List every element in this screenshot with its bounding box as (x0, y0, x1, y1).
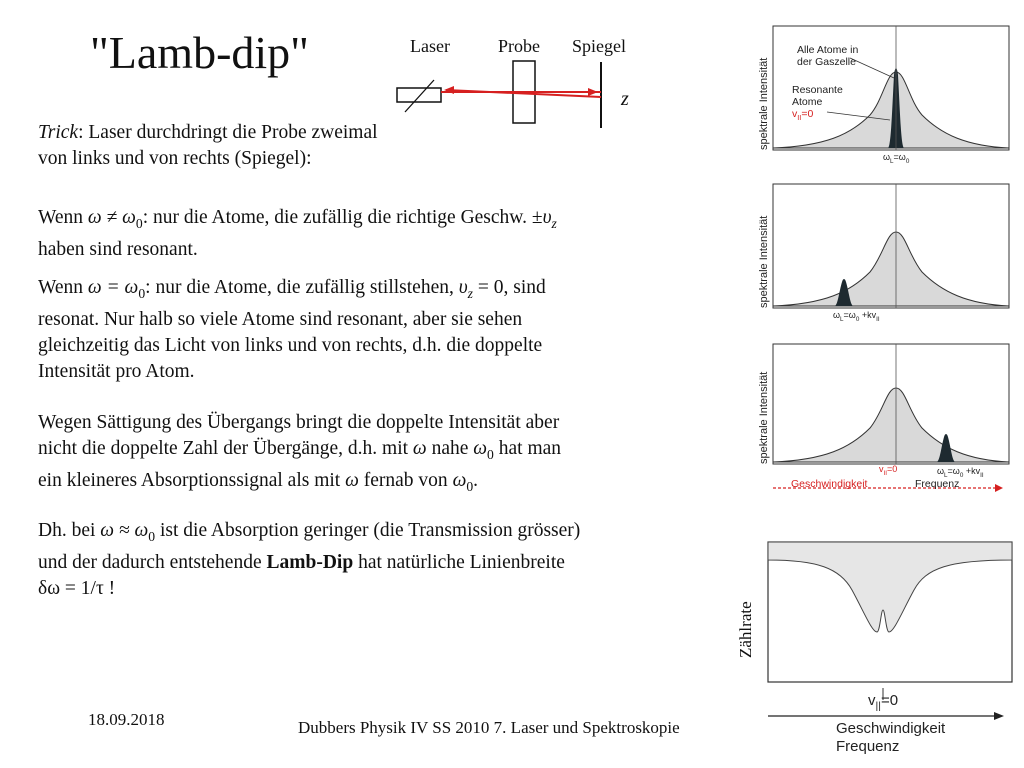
p3-a: Wenn (38, 277, 88, 298)
panel1-label-resonant: Resonante (792, 84, 843, 96)
paragraph-saturation (38, 410, 688, 500)
panel1-ylabel: spektrale Intensität (758, 57, 770, 150)
p2-line2: haben sind resonant. (38, 238, 198, 260)
p5-l2a: und der dadurch entstehende (38, 551, 267, 573)
panel-lamb-dip (732, 540, 1022, 765)
panel1-label-all: Alle Atome in (797, 44, 859, 56)
mirror-label: Spiegel (572, 36, 626, 56)
panel3-axis-velocity: Geschwindigkeit (791, 478, 868, 490)
panel1-label-v0: $v_{II}=0$ (792, 108, 814, 123)
slide-title: "Lamb-dip" (90, 27, 309, 78)
panel4-axis-velocity: Geschwindigkeit (836, 720, 946, 737)
panel2-ylabel: spektrale Intensität (758, 215, 770, 308)
p4-l3-sub: 0 (466, 478, 474, 494)
p5-line3: δω = 1/τ ! (38, 577, 116, 599)
p3-line4: Intensität pro Atom. (38, 360, 195, 382)
panel4-absorption-curve (768, 542, 1012, 632)
panel1-label-cell: der Gaszelle (797, 56, 856, 68)
panel1-label-atoms: Atome (792, 96, 823, 108)
p2-b: : nur die Atome, die zufällig die richtige Geschw. ± (142, 207, 543, 228)
p4-l2b: nahe (426, 438, 474, 459)
p5-l2-bold: Lamb-Dip (266, 551, 354, 573)
trick-em: Trick (38, 122, 79, 143)
p4-l3b: fernab von (358, 469, 453, 491)
p3-c: = 0, sind (472, 277, 546, 298)
p2-a: Wenn (38, 207, 88, 228)
p4-l2c: hat man (493, 438, 562, 459)
laser-slash (405, 80, 434, 112)
p4-l3-omega: ω (345, 469, 359, 491)
panel2-doppler-curve (773, 232, 1009, 306)
p2-sub: 0 (135, 215, 143, 231)
probe-label: Probe (498, 36, 540, 56)
panel3-vlabel: $v_{II}=0$ (879, 464, 898, 477)
z-axis-label: z (621, 88, 629, 110)
laser-box (397, 88, 441, 102)
p3-sub: 0 (138, 285, 146, 301)
p5-l1-sub: 0 (148, 528, 156, 544)
panel-resonant-center (755, 20, 1015, 170)
p3-line2: resonat. Nur halb so viele Atome sind resonant, aber sie sehen (38, 308, 523, 330)
p3-line3: gleichzeitig das Licht von links und von rechts, d.h. die doppelte (38, 334, 543, 356)
p4-l3a: ein kleineres Absorptionssignal als mit (38, 469, 346, 491)
panel3-doppler-curve (773, 388, 1009, 462)
p3-omega: ω = ω (87, 277, 139, 298)
p3-vsub: z (467, 285, 473, 301)
p2-vsub: z (551, 215, 557, 231)
p2-omega: ω ≠ ω (87, 207, 136, 228)
p5-l1b: ist die Absorption geringer (die Transmission grösser) (155, 520, 581, 541)
panel3-axis-frequency: Frequenz (915, 478, 960, 490)
paragraph-trick (38, 120, 688, 172)
p5-l1a: Dh. bei (38, 520, 101, 541)
trick-text: : Laser durchdringt die Probe zweimal (78, 122, 378, 143)
p4-l2-omega0: ω (473, 438, 488, 459)
panel3-ylabel: spektrale Intensität (758, 371, 770, 464)
p4-l3c: . (473, 469, 479, 491)
panel-shift-right (755, 340, 1015, 500)
panel-shift-left (755, 180, 1015, 325)
panel2-xlabel: $\omega_L=\omega_0 +kv_{II}$ (833, 310, 880, 323)
p5-l2b: hat natürliche Linienbreite (353, 551, 565, 573)
paragraph-resonant (38, 275, 688, 385)
trick-line2: von links und von rechts (Spiegel): (38, 148, 312, 169)
footer-source: Dubbers Physik IV SS 2010 7. Laser und Spektroskopie (298, 718, 680, 737)
paragraph-lamb-dip (38, 518, 688, 602)
laser-label: Laser (410, 36, 450, 56)
p4-l3-omega0: ω (452, 469, 467, 491)
p4-line1: Wegen Sättigung des Übergangs bringt die doppelte Intensität aber (38, 412, 560, 433)
panel3-xlabel: $\omega_L=\omega_0 +kv_{II}$ (937, 466, 984, 479)
p2-v: υ (542, 207, 552, 228)
p4-l2-omega: ω (412, 438, 427, 459)
paragraph-nonresonant (38, 205, 688, 263)
panel1-xlabel: $\omega_L=\omega_0$ (883, 152, 910, 165)
panel4-ylabel: Zählrate (736, 601, 755, 658)
footer-date: 18.09.2018 (88, 710, 165, 729)
p3-v: υ (458, 277, 468, 298)
p4-l2-sub: 0 (487, 446, 494, 462)
p4-l2a: nicht die doppelte Zahl der Übergänge, d.h. mit (38, 438, 413, 459)
panel4-vlabel: $v_{||}=0$ (868, 692, 899, 712)
p3-b: : nur die Atome, die zufällig stillstehen, (145, 277, 459, 298)
p5-l1-omega: ω ≈ ω (100, 520, 149, 541)
panel4-axis-frequency: Frequenz (836, 738, 900, 755)
